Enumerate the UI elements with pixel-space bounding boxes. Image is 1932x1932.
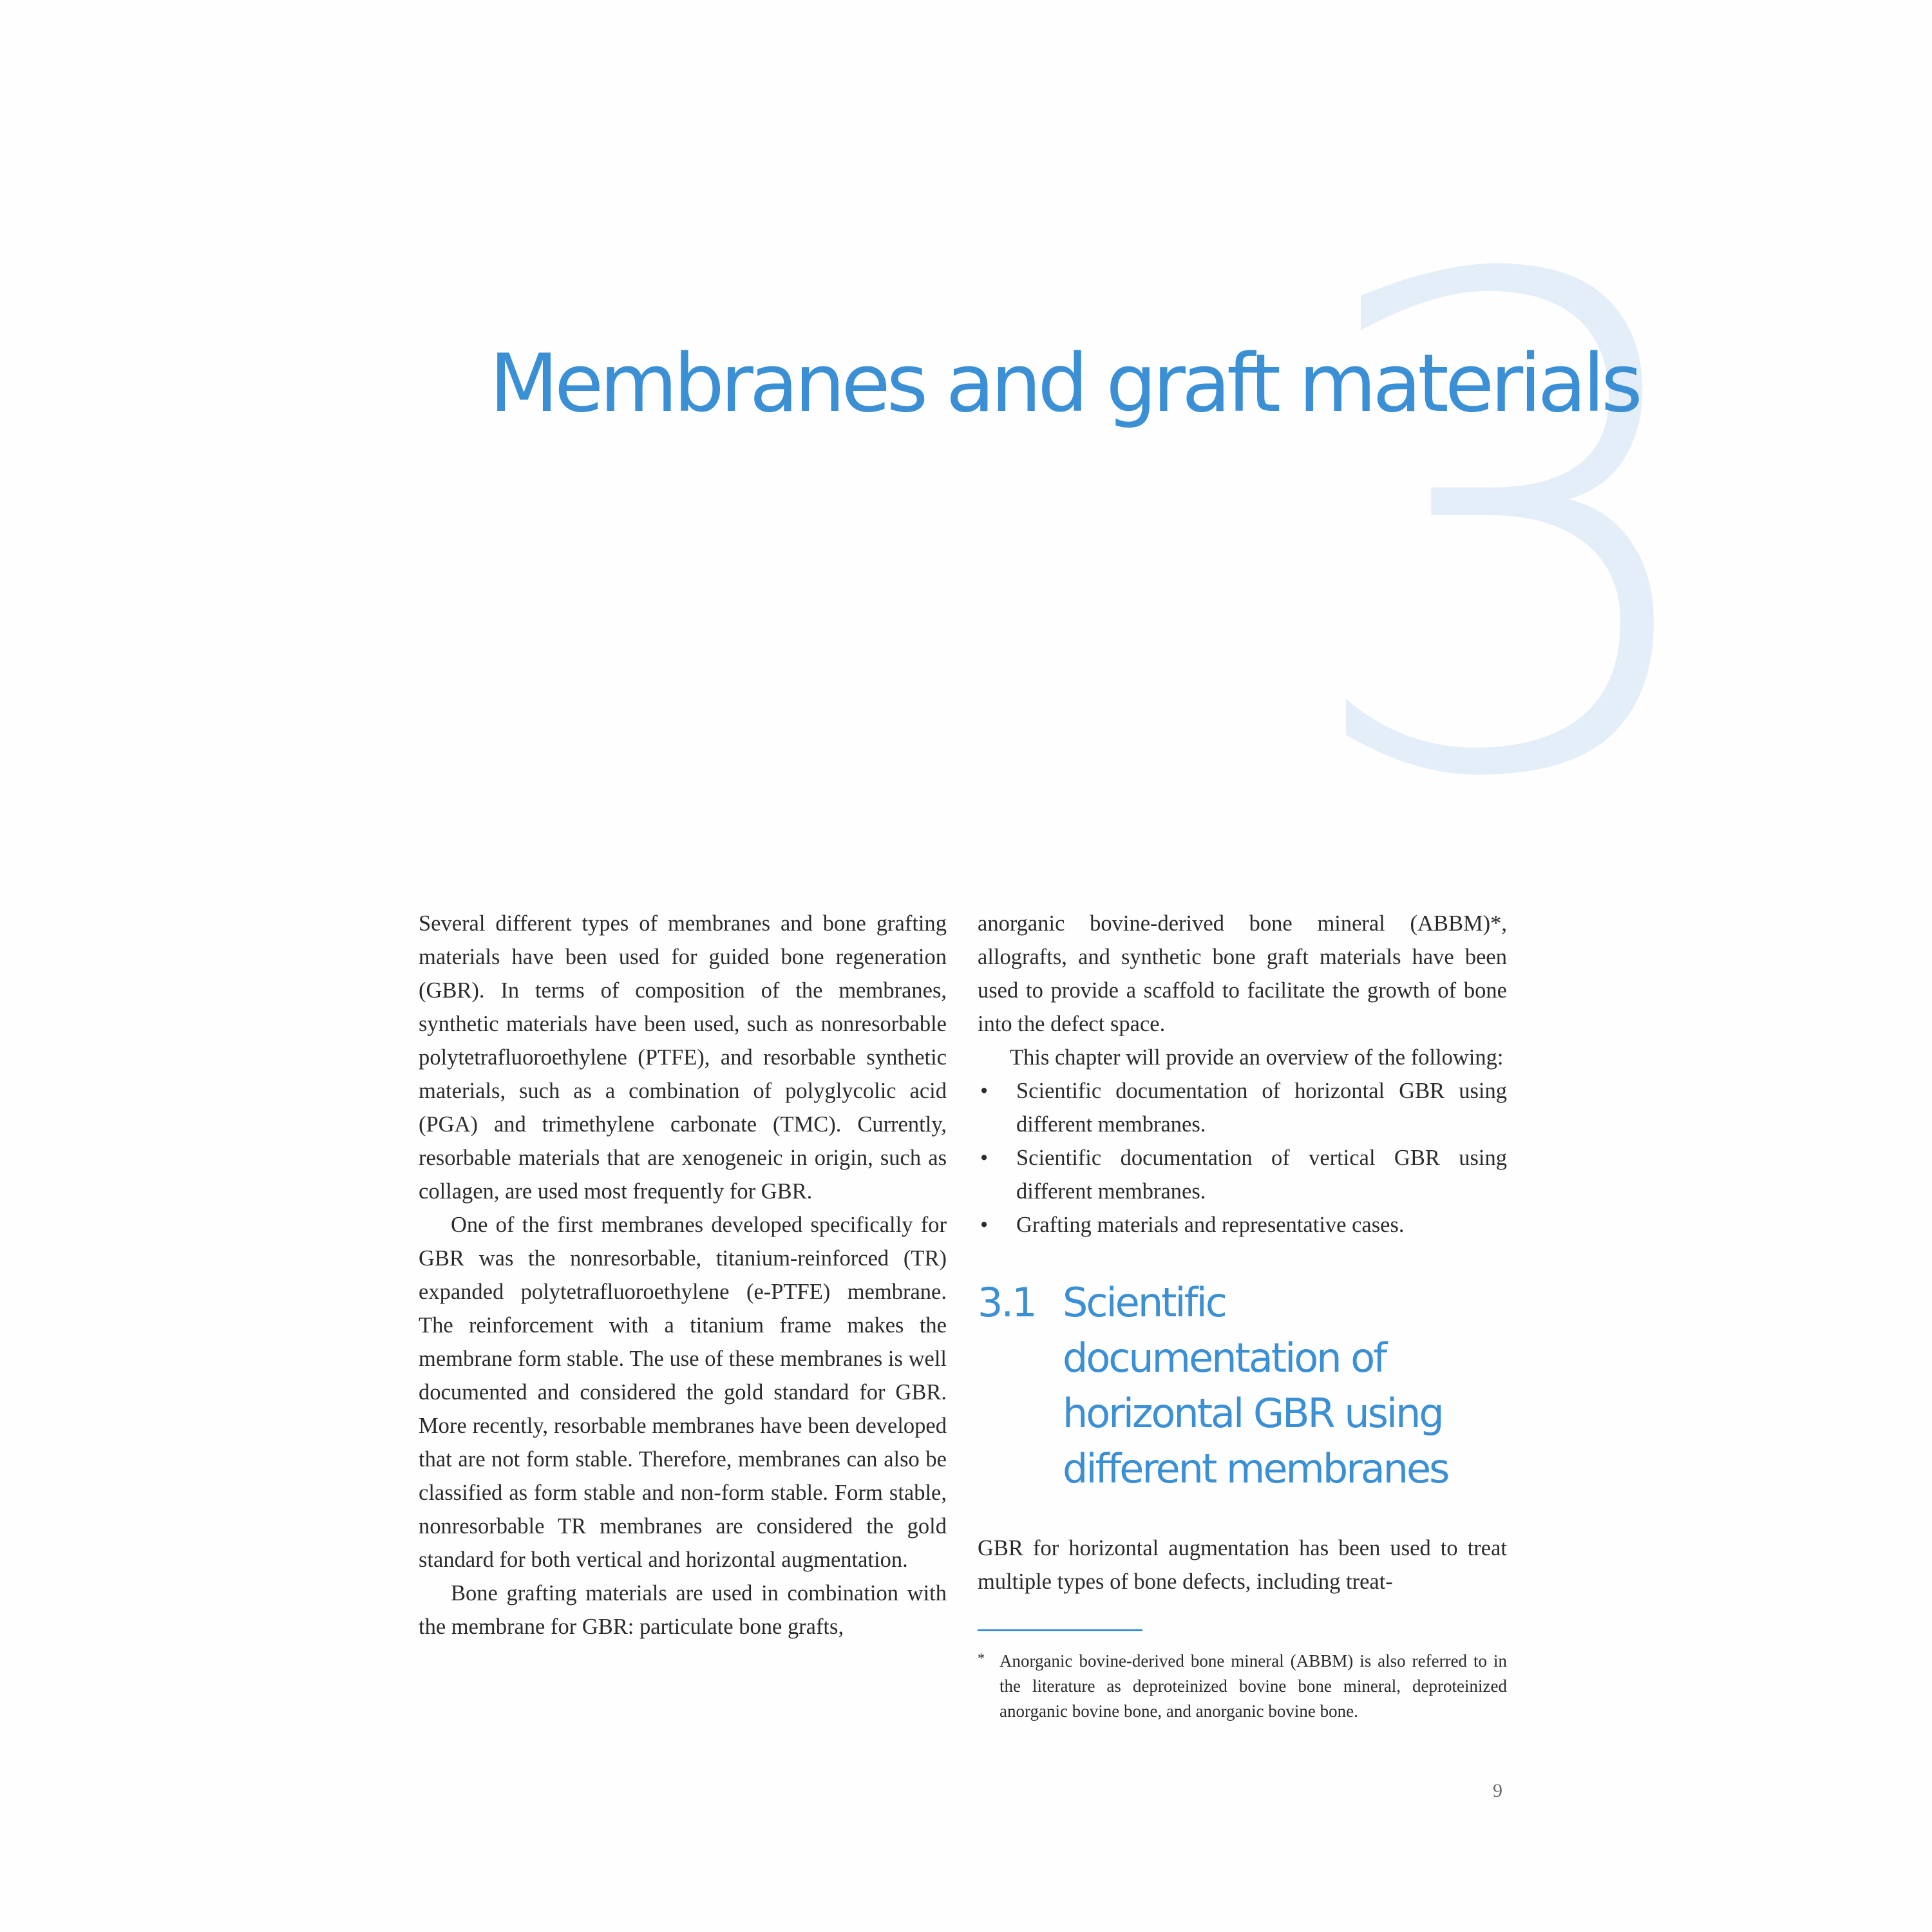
paragraph: anorganic bovine-derived bone mineral (ABBM)*, allografts, and synthetic bone graft materials have been used to provide a scaffold to facilitate the growth of bone into the defect space. xyxy=(978,911,1507,1036)
list-item xyxy=(978,1141,1507,1208)
footnote-mark: * xyxy=(978,1650,985,1666)
page-number: 9 xyxy=(1493,1780,1502,1801)
list-item-text: Scientific documentation of horizontal GBR using different membranes. xyxy=(1016,1079,1507,1137)
bullet-icon: • xyxy=(980,1079,989,1103)
chapter-title: Membranes and graft materials xyxy=(489,337,1639,430)
left-column xyxy=(419,907,947,1643)
bullet-icon: • xyxy=(980,1146,989,1170)
section-number: 3.1 xyxy=(978,1279,1036,1326)
section-title: Scientific documentation of horizontal GBR using different membranes xyxy=(1063,1279,1448,1492)
paragraph: Several different types of membranes and bone grafting materials have been used for guided bone regeneration (GBR). In terms of composition of the membranes, synthetic materials have been used, such as nonresorbable polytetrafluoroethylene (PTFE), and resorbable synthetic materials, such as a combination of polyglycolic acid (PGA) and trimethylene carbonate (TMC). Currently, resorbable materials that are xenogeneic in origin, such as collagen, are used most frequently for GBR. xyxy=(419,911,947,1204)
list-item xyxy=(978,1074,1507,1141)
footnote-text: Anorganic bovine-derived bone mineral (ABBM) is also referred to in the literature as deproteinized bovine bone mineral, deproteinized anorganic bovine bone, and anorganic bovine bone. xyxy=(999,1651,1507,1721)
section-heading xyxy=(978,1275,1507,1497)
footnote xyxy=(978,1649,1507,1724)
paragraph: This chapter will provide an overview of the following: xyxy=(1010,1045,1504,1070)
right-column xyxy=(978,907,1507,1598)
paragraph: One of the first membranes developed specifically for GBR was the nonresorbable, titanium-reinforced (TR) expanded polytetrafluoroethylene (e-PTFE) membrane. The reinforcement with a titanium frame makes the membrane form stable. The use of these membranes is well documented and considered the gold standard for GBR. More recently, resorbable membranes have been developed that are not form stable. Therefore, membranes can also be classified as form stable and non-form stable. Form stable, nonresorbable TR membranes are considered the gold standard for both vertical and horizontal augmentation. xyxy=(419,1213,947,1572)
bullet-icon: • xyxy=(980,1213,989,1237)
list-item xyxy=(978,1208,1507,1242)
bullet-list xyxy=(978,1074,1507,1242)
footnote-divider xyxy=(978,1629,1142,1631)
paragraph: GBR for horizontal augmentation has been used to treat multiple types of bone defects, including treat- xyxy=(978,1536,1507,1594)
list-item-text: Grafting materials and representative cases. xyxy=(1016,1213,1405,1237)
list-item-text: Scientific documentation of vertical GBR using different membranes. xyxy=(1016,1146,1507,1204)
chapter-number: 3 xyxy=(1294,137,1725,925)
paragraph: Bone grafting materials are used in combination with the membrane for GBR: particulate bone grafts, xyxy=(419,1581,947,1639)
